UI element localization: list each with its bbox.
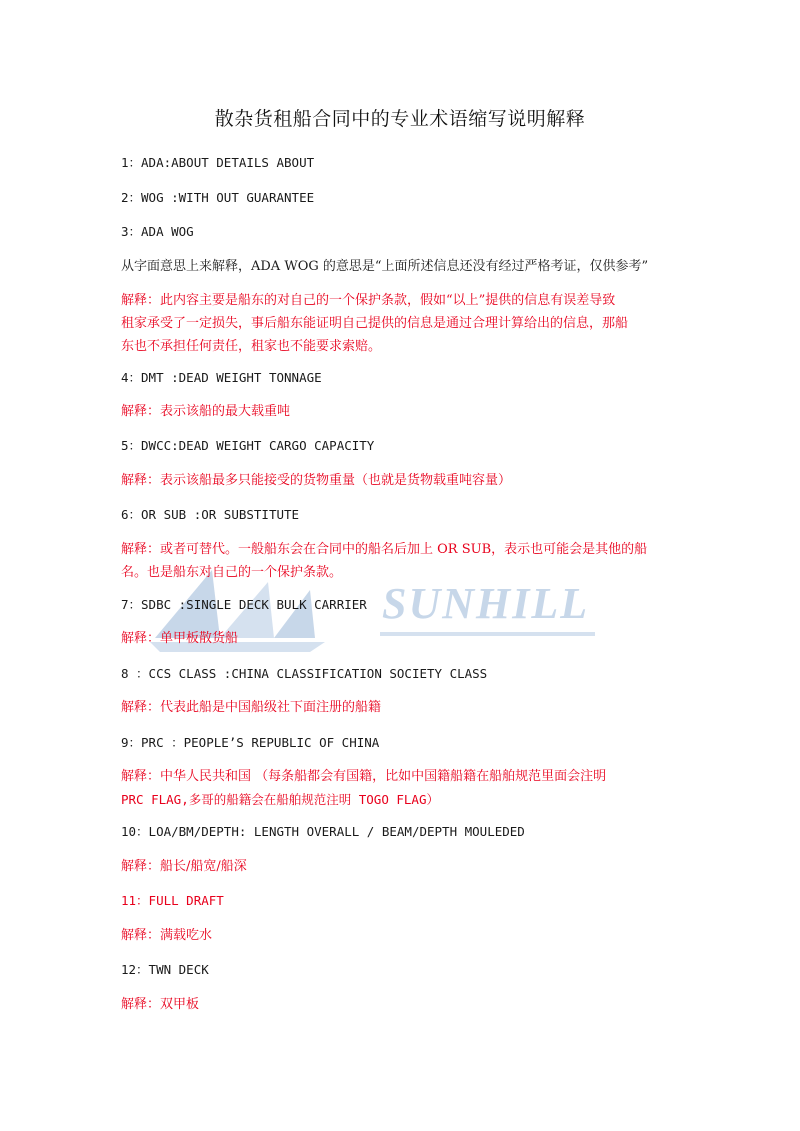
- term-1: 1：ADA:ABOUT DETAILS ABOUT: [121, 155, 315, 170]
- explanation-12: 解释：双甲板: [121, 997, 200, 1012]
- term-6: 6：OR SUB :OR SUBSTITUTE: [121, 507, 300, 522]
- explanation-9-line-1: 解释：中华人民共和国 （每条船都会有国籍，比如中国籍船籍在船舶规范里面会注明: [121, 769, 607, 784]
- explanation-3-line-2: 租家承受了一定损失，事后船东能证明自己提供的信息是通过合理计算给出的信息，那船: [121, 316, 629, 331]
- term-10: 10：LOA/BM/DEPTH: LENGTH OVERALL / BEAM/DEPTH MOULEDED: [121, 824, 525, 839]
- explanation-11: 解释：满载吃水: [121, 928, 213, 943]
- term-11: 11：FULL DRAFT: [121, 893, 224, 908]
- explanation-8: 解释：代表此船是中国船级社下面注册的船籍: [121, 700, 382, 715]
- explanation-6-line-2: 名。也是船东对自己的一个保护条款。: [121, 565, 343, 580]
- explanation-5: 解释：表示该船最多只能接受的货物重量（也就是货物载重吨容量）: [121, 473, 512, 488]
- explanation-10: 解释：船长/船宽/船深: [121, 859, 247, 874]
- term-12: 12：TWN DECK: [121, 962, 209, 977]
- term-3-literal-meaning: 从字面意思上来解释，ADA WOG 的意思是“上面所述信息还没有经过严格考证，仅供参考”: [121, 259, 649, 274]
- document-title: 散杂货租船合同中的专业术语缩写说明解释: [214, 108, 586, 130]
- watermark-text: SUNHILL: [382, 579, 590, 628]
- explanation-9-line-2: PRC FLAG,多哥的船籍会在船舶规范注明 TOGO FLAG）: [121, 792, 439, 807]
- term-3: 3：ADA WOG: [121, 224, 194, 239]
- term-2: 2：WOG :WITH OUT GUARANTEE: [121, 190, 315, 205]
- explanation-7: 解释：单甲板散货船: [121, 631, 239, 646]
- explanation-3-line-3: 东也不承担任何责任，租家也不能要求索赔。: [121, 339, 382, 354]
- term-9: 9：PRC ：PEOPLE’S REPUBLIC OF CHINA: [121, 735, 380, 750]
- explanation-6-line-1: 解释：或者可替代。一般船东会在合同中的船名后加上 OR SUB，表示也可能会是其他的船: [121, 542, 648, 557]
- explanation-4: 解释：表示该船的最大载重吨: [121, 404, 291, 419]
- term-8: 8 ：CCS CLASS :CHINA CLASSIFICATION SOCIETY CLASS: [121, 666, 488, 681]
- term-5: 5：DWCC:DEAD WEIGHT CARGO CAPACITY: [121, 438, 375, 453]
- term-4: 4：DMT :DEAD WEIGHT TONNAGE: [121, 370, 322, 385]
- explanation-3-line-1: 解释：此内容主要是船东的对自己的一个保护条款，假如“以上”提供的信息有误差导致: [121, 293, 616, 308]
- term-7: 7：SDBC :SINGLE DECK BULK CARRIER: [121, 597, 367, 612]
